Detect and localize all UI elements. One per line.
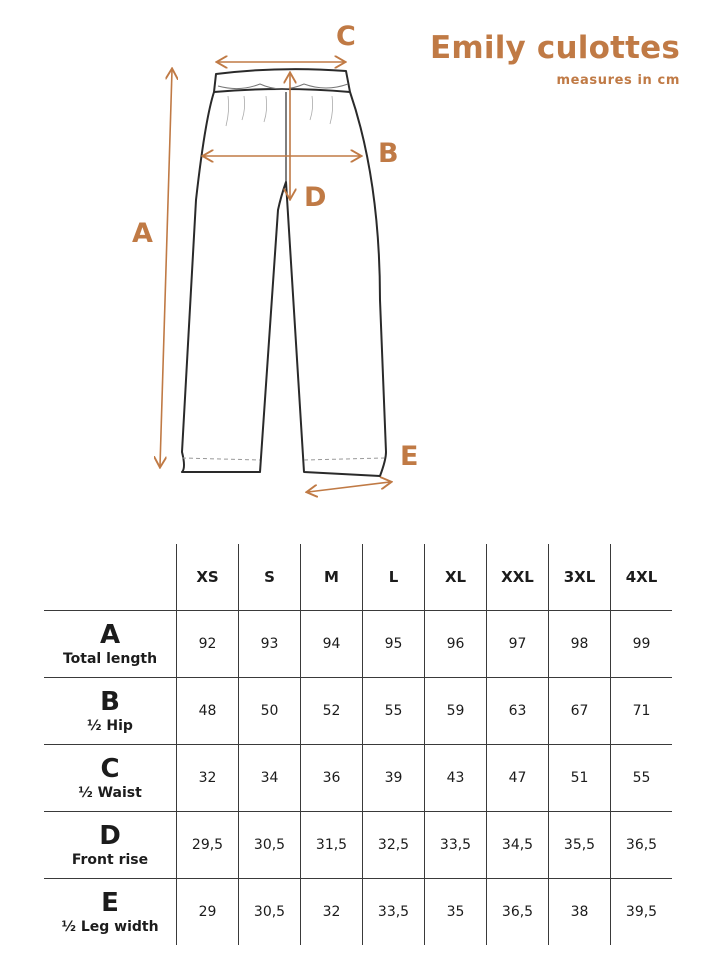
label-d: D: [304, 182, 327, 213]
size-header: XXL: [487, 544, 549, 611]
table-cell: 32: [301, 879, 363, 946]
pants-outline: [182, 69, 386, 476]
table-cell: 63: [487, 678, 549, 745]
row-measurement: ½ Leg width: [61, 919, 159, 935]
table-cell: 71: [611, 678, 673, 745]
table-cell: 48: [177, 678, 239, 745]
table-cell: 36,5: [611, 812, 673, 879]
size-header: S: [239, 544, 301, 611]
table-cell: 34: [239, 745, 301, 812]
table-cell: 36: [301, 745, 363, 812]
table-cell: 33,5: [363, 879, 425, 946]
table-cell: 47: [487, 745, 549, 812]
row-letter: C: [100, 754, 120, 784]
table-row: [44, 812, 672, 879]
table-row: [44, 879, 672, 946]
row-measurement: Front rise: [71, 852, 149, 868]
arrow-e: [308, 482, 390, 492]
table-cell: 55: [611, 745, 673, 812]
table-cell: 33,5: [425, 812, 487, 879]
size-header: 4XL: [611, 544, 673, 611]
table-cell: 97: [487, 611, 549, 678]
table-cell: 30,5: [239, 879, 301, 946]
table-cell: 34,5: [487, 812, 549, 879]
table-cell: 39,5: [611, 879, 673, 946]
row-measurement: Total length: [62, 651, 158, 667]
table-cell: 39: [363, 745, 425, 812]
row-letter: E: [101, 888, 119, 918]
row-letter: D: [99, 821, 121, 851]
table-cell: 35: [425, 879, 487, 946]
table-cell: 29: [177, 879, 239, 946]
table-cell: 93: [239, 611, 301, 678]
table-cell: 50: [239, 678, 301, 745]
label-a: A: [132, 218, 153, 249]
row-label: [44, 812, 177, 879]
size-header: XS: [177, 544, 239, 611]
table-cell: 98: [549, 611, 611, 678]
table-cell: 29,5: [177, 812, 239, 879]
table-cell: 96: [425, 611, 487, 678]
row-measurement: ½ Waist: [78, 785, 142, 801]
arrow-a: [160, 70, 172, 466]
waist-gathers: [226, 96, 333, 126]
table-row: [44, 678, 672, 745]
table-cell: 32,5: [363, 812, 425, 879]
label-c: C: [336, 21, 356, 52]
page-title: Emily culottes: [429, 30, 680, 66]
table-row: [44, 611, 672, 678]
size-header: 3XL: [549, 544, 611, 611]
size-header: XL: [425, 544, 487, 611]
table-cell: 51: [549, 745, 611, 812]
row-letter: B: [100, 687, 120, 717]
row-label: [44, 745, 177, 812]
corner-cell: [44, 544, 177, 611]
row-measurement: ½ Hip: [87, 718, 133, 734]
table-row: [44, 745, 672, 812]
size-header-row: [44, 544, 672, 611]
label-b: B: [378, 138, 399, 169]
size-chart-table: [44, 544, 672, 945]
table-cell: 95: [363, 611, 425, 678]
size-header: M: [301, 544, 363, 611]
size-header: L: [363, 544, 425, 611]
table-cell: 30,5: [239, 812, 301, 879]
table-cell: 36,5: [487, 879, 549, 946]
table-cell: 55: [363, 678, 425, 745]
table-cell: 32: [177, 745, 239, 812]
units-note: measures in cm: [556, 73, 680, 88]
table-cell: 94: [301, 611, 363, 678]
row-label: [44, 678, 177, 745]
table-cell: 59: [425, 678, 487, 745]
table-cell: 31,5: [301, 812, 363, 879]
table-cell: 38: [549, 879, 611, 946]
table-cell: 92: [177, 611, 239, 678]
table-cell: 99: [611, 611, 673, 678]
label-e: E: [400, 441, 419, 472]
row-label: [44, 879, 177, 946]
table-cell: 52: [301, 678, 363, 745]
table-cell: 43: [425, 745, 487, 812]
table-cell: 35,5: [549, 812, 611, 879]
table-cell: 67: [549, 678, 611, 745]
row-letter: A: [99, 620, 121, 650]
row-label: [44, 611, 177, 678]
